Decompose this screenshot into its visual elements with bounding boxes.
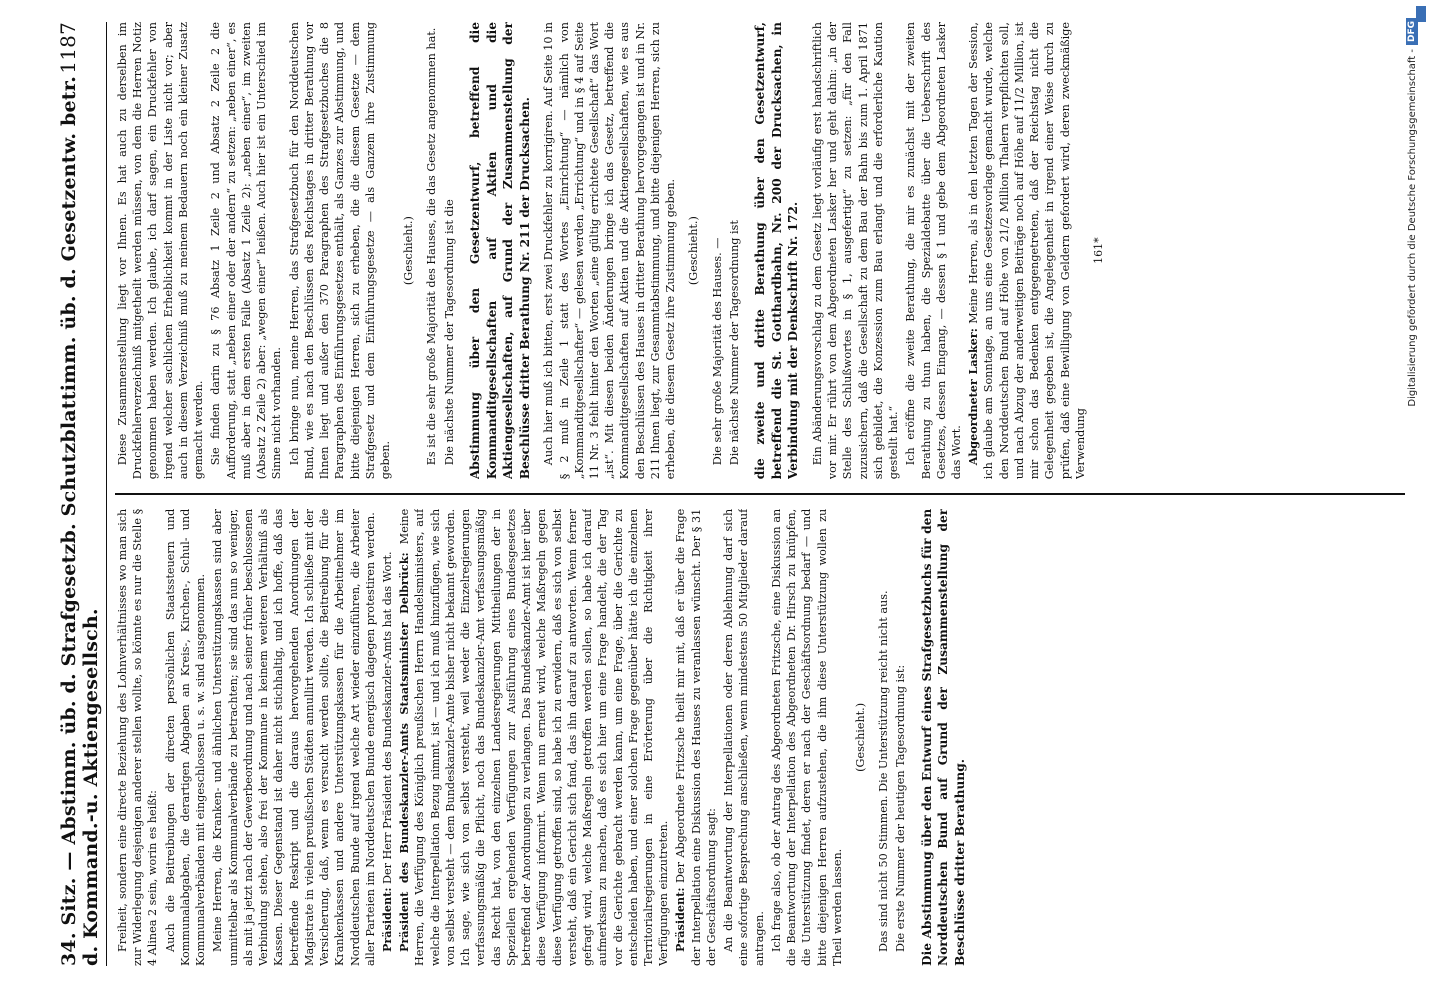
paragraph: Die nächste Nummer der Tagesordnung ist die (442, 199, 456, 466)
paragraph: Meine Herren, die Kranken- und ähnlichen Unterstützungskassen sind aber unmittelbar als Kommunalverbände zu betrachten; sie sind das nun so weniger, als mit ja jetzt nach der Gewerbeordnung und nach seiner früher beschlossenen Verbindung stehen, also frei der Kommune in keinem weiteren Verhältniß als Kassen. Dieser Gegenstand ist daher nicht stichhaltig, und ich hoffe, daß das betreffende Reskript und die daraus hervorgehenden Anordnungen der Magistrate in vielen preußischen Städten annullirt werden. Ich schließe mit der Versicherung, daß, wenn es versucht werden sollte, die Beitreibung für die Krankenkassen und andere Unterstützungskassen für die Arbeitnehmer im Norddeutschen Bunde auf irgend welche Art wieder einzuführen, die Arbeiter aller Parteien im Norddeutschen Bunde energisch dagegen protestiren werden. (211, 508, 377, 966)
stage-direction: (Geschieht.) (854, 702, 868, 772)
paragraph: Auch hier muß ich bitten, erst zwei Druckfehler zu korrigiren. Auf Seite 10 in § 2 muß in Zeile 1 statt des Wortes „Einrichtung“ — nämlich von „Kommanditgesellschafter“ — gelesen werden „Errichtung“ und in § 4 auf Seite 11 Nr. 3 fehlt hinter den Worten „eine gültig errichtete Gesellschaft“ das Wort „ist“. Mit diesen beiden Änderungen bringe ich das Gesetz, betreffend die Kommanditgesellschaften auf Aktien und die Aktiengesellschaften, wie es aus den Beschlüssen des Hauses in dritter Berathung hervorgegangen ist und in Nr. 211 Ihnen liegt, zur Gesammtabstimmung, und bitte diejenigen Herren, sich zu erheben, die diesem Gesetz ihre Zustimmung geben. (542, 22, 678, 480)
paragraph: Präsident des Bundeskanzler-Amts Staatsminister Delbrück: Meine Herren, die Verfügung des Königlich preußischen Herrn Handelsministers, auf welche die Interpellation Bezug nimmt, ist — und ich muß hinzufügen, wie sich von selbst versteht — dem Bundeskanzler-Amte bisher nicht bekannt geworden. Ich sage, wie sich von selbst versteht, weil weder die Einzelregierungen verfassungsmäßig die Pflicht, noch das Bundeskanzler-Amt verfassungsmäßig das Recht hat, von den einzelnen Landesregierungen Mittheilungen der in Speziellen ergehenden Verfügungen zur Ausführung eines Bundesgesetzes betreffend der Anordnungen zu verlangen. Das Bundeskanzler-Amt ist hier über diese Verfügung informirt. Wenn nun erneut wird, welche Maßregeln gegen diese Verfügung getroffen sind, so habe ich zu erwidern, daß es sich von selbst versteht, daß ein Gericht sich fand, das ihn darauf zu antworten. Wenn ferner gefragt wird, welche Maßregeln getroffen werden sollen, so habe ich darauf aufmerksam zu machen, daß es sich hier um eine Frage handelt, die der Tag vor die Gerichte gebracht werden kann, um eine Frage, über die Gerichte zu entscheiden haben, und einer solchen Frage gegenüber hätte ich die einzelnen Territorialregierungen in eine Erörterung über die Richtigkeit ihrer Verfügungen einzutreten. (397, 508, 671, 966)
running-header: 34. Sitz. — Abstimm. üb. d. Strafgesetzb. Schutzblattimm. üb. d. Gesetzentw. betr. d. Kommand.-u. Aktiengesellsch. (58, 75, 102, 966)
speaker-name: Präsident: (673, 887, 688, 952)
paragraph: Das sind nicht 50 Stimmen. Die Unterstützung reicht nicht aus. (877, 590, 891, 952)
paragraph: Ich frage also, ob der Antrag des Abgeordneten Fritzsche, eine Diskussion an die Beantwortung der Interpellation des Abgeordneten Dr. Hirsch zu knüpfen, die Unterstützung findet, deren er nach der Geschäftsordnung bedarf — und bitte diejenigen Herren aufzustehen, die ihm diese Unterstützung wollen zu Theil werden lassen. (769, 508, 844, 966)
paragraph: Sie finden darin zu § 76 Absatz 1 Zeile 2 und Absatz 2 Zeile 2 die Aufforderung, statt „neben einer oder der andern“ zu setzen: „neben einer“, es muß aber in dem ersten Falle (Absatz 1 Zeile 2): „neben einer“, im zweiten (Absatz 2 Zeile 2) aber: „wegen einer“ heißen. Auch hier ist ein Unterschied im Sinne nicht vorhanden. (209, 22, 284, 480)
paragraph: An die Beantwortung der Interpellationen oder deren Ablehnung darf sich eine sofortige Besprechung anschließen, wenn mindestens 50 Mitglieder darauf antragen. (722, 508, 766, 966)
column-divider (115, 493, 1405, 495)
agenda-heading: Abstimmung über den Gesetzentwurf, betreffend die Kommanditgesellschaften auf Aktien und die Aktiengesellschaften, auf Grund der Zusammenstellung der Beschlüsse dritter Berathung Nr. 211 der Drucksachen. (467, 22, 532, 480)
paragraph: Ich eröffne die zweite Berathung, die mir es zunächst mit der zweiten Berathung zu thun haben, die Spezialdebatte über die Ueberschrift des Gesetzes, dessen Eingang, — dessen § 1 und gebe dem Abgeordneten Lasker das Wort. (904, 22, 963, 480)
stage-direction: (Geschieht.) (687, 216, 701, 286)
paragraph: Diese Zusammenstellung liegt vor Ihnen. Es hat auch zu derselben im Druckfehlerverzeichniß mitgetheilt werden müssen, von dem die Herren Notiz genommen haben werden. Ich glaube, ich darf sagen, ein Druckfehler von irgend welcher sachlichen Erheblichkeit kommt in der Liste nicht vor; aber auch in diesem Verzeichniß muß zu meinem Bedauern noch ein kleiner Zusatz gemacht werden. (116, 22, 206, 480)
sheet-signature: 161* (1092, 237, 1106, 264)
paragraph: Abgeordneter Lasker: Meine Herren, als in den letzten Tagen der Session, ich glaube am Sonntage, an uns eine Gesetzesvorlage gemacht wurde, welche den Norddeutschen Bund auf Höhe von 21/2 Million Thalern verpflichten soll, und nach Abzug der anderweitigen Beiträge noch auf Höhe auf 11/2 Million, ist mir schon das Bedenken entgegengetreten, daß der Reichstag nicht die Gelegenheit gegeben ist, die Angelegenheit in irgend einer Weise durch zu prüfen, daß eine Bewilligung von Geldern gefordert wird, deren zweckmäßige Verwendung (966, 22, 1087, 480)
paragraph: Die sehr große Majorität des Hauses. — (710, 237, 724, 466)
paragraph: Es ist die sehr große Majorität des Hauses, die das Gesetz angenommen hat. (425, 27, 439, 466)
column-left (115, 509, 1405, 966)
paragraph: Auch die Beitreibungen der directen persönlichen Staatssteuern und Kommunalabgaben, die derartigen Abgaben an Kreis-, Kirchen-, Schul- und Kommunalverbänden mit eingeschlossen u. s. w. sind ausgenommen. (163, 508, 208, 966)
speaker-name: Präsident: (379, 887, 394, 952)
side-credit (1400, 0, 1424, 1000)
paragraph: Ich bringe nun, meine Herren, das Strafgesetzbuch für den Norddeutschen Bund, wie es nach den Beschlüssen des Reichstages in dritter Berathung vor Ihnen liegt und außer den 370 Paragraphen des Strafgesetzbuches die 8 Paragraphen des Einführungsgesetzes enthält, als Ganzes zur Abstimmung, und bitte diejenigen Herren, sich zu erheben, die die diesem Gesetze — dem Strafgesetz und dem Einführungsgesetze — als Ganzem ihre Zustimmung geben. (287, 22, 392, 480)
paragraph: Freiheit, sondern eine directe Beziehung des Lohnverhältnisses wo man sich zur Widerlegung desjenigen anderer stellen wollte, so könnte es nur die Stelle § 4 Alinea 2 sein, worin es heißt: (116, 508, 160, 966)
paragraph: Präsident: Der Abgeordnete Fritzsche theilt mir mit, daß er über die Frage der Interpellation eine Diskussion des Hauses zu veranlassen wünscht. Der § 31 der Geschäftsordnung sagt: (673, 508, 718, 966)
column-right (115, 22, 1405, 479)
agenda-heading: Die Abstimmung über den Entwurf eines Strafgesetzbuchs für den Norddeutschen Bund auf Grund der Zusammenstellung der Beschlüsse dritter Berathung. (919, 508, 967, 966)
page-header (56, 22, 107, 966)
paragraph: Die erste Nummer der heutigen Tagesordnung ist: (894, 664, 908, 952)
paragraph: Die nächste Nummer der Tagesordnung ist (727, 220, 741, 466)
speaker-name: Abgeordneter Lasker: (966, 328, 981, 466)
paragraph: Ein Abänderungsvorschlag zu dem Gesetz liegt vorläufig erst handschriftlich vor mir. Er rührt von dem Abgeordneten Lasker her und geht dahin: „in der Stelle des Schlußwortes in § 1, ausgefertigt“ zu setzen: „für den Fall zuzusichern, daß die Gesellschaft zu dem Bau der Bahn bis zum 1. April 1871 sich gebildet, die Konzession zum Bau erlangt und die erforderliche Kaution gestellt hat.“ (810, 22, 901, 480)
speaker-name: Präsident des Bundeskanzler-Amts Staatsminister Delbrück: (397, 552, 412, 952)
text-columns (115, 22, 1405, 966)
credit-text: Digitalisierung gefördert durch die Deutsche Forschungsgemeinschaft - (1406, 49, 1418, 407)
page-number: 1187 (56, 22, 80, 74)
agenda-heading: die zweite und dritte Berathung über den Gesetzentwurf, betreffend die St. Gotthardbahn, Nr. 200 der Drucksachen, in Verbindung mit der Denkschrift Nr. 172. (753, 22, 801, 480)
paragraph: Präsident: Der Herr Präsident des Bundeskanzler-Amts hat das Wort. (379, 551, 394, 952)
stage-direction: (Geschieht.) (402, 216, 416, 286)
dfg-logo: DFG (1406, 18, 1418, 45)
